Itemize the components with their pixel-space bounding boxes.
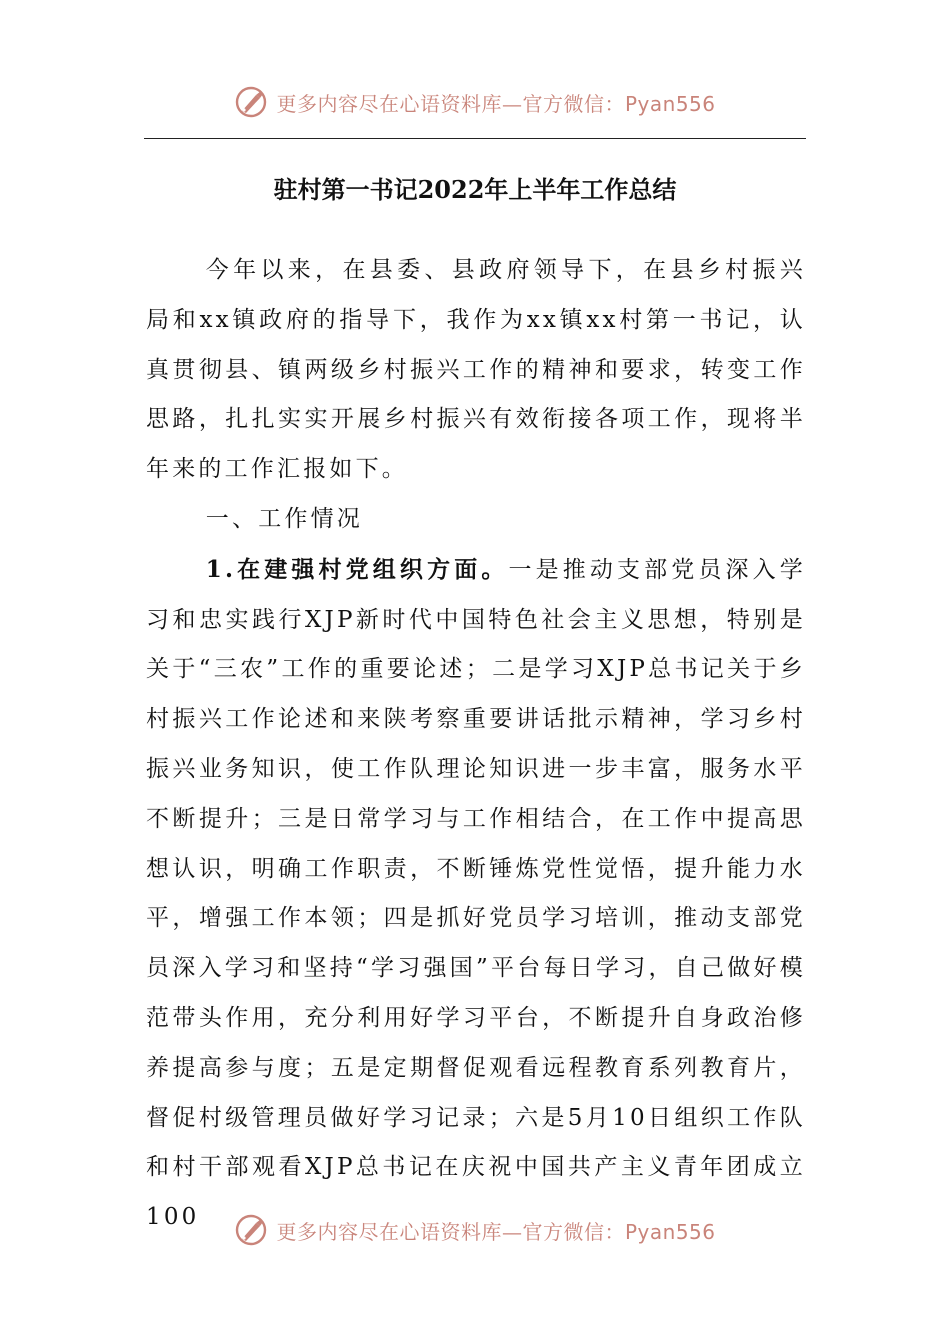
item-body: 一是推动支部党员深入学习和忠实践行XJP新时代中国特色社会主义思想，特别是关于“三农”工作的重要论述；二是学习XJP总书记关于乡村振兴工作论述和来陕考察重要讲话批示精神，学习乡村振兴业务知识，使工作队理论知识进一步丰富，服务水平不断提升；三是日常学习与工作相结合，在工作中提高思想认识，明确工作职责，不断锤炼党性觉悟，提升能力水平，增强工作本领；四是抓好党员学习培训，推动支部党员深入学习和坚持“学习强国”平台每日学习，自己做好模范带头作用，充分利用好学习平台，不断提升自身政治修养提高参与度；五是定期督促观看远程教育系列教育片，督促村级管理员做好学习记录；六是5月10日组织工作队和村干部观看XJP总书记在庆祝中国共产主义青年团成立100 <box>146 556 806 1231</box>
item-paragraph <box>146 545 806 1243</box>
pen-nib-circle-logo <box>234 85 268 119</box>
section-heading: 一、工作情况 <box>205 505 363 532</box>
watermark-text: 更多内容尽在心语资料库—官方微信：Pyan556 <box>276 1219 716 1244</box>
item-lead: 1.在建强村党组织方面。 <box>205 555 509 583</box>
document-body <box>146 246 806 1243</box>
intro-paragraph: 今年以来，在县委、县政府领导下，在县乡村振兴局和xx镇政府的指导下，我作为xx镇xx村第一书记，认真贯彻县、镇两级乡村振兴工作的精神和要求，转变工作思路，扎扎实实开展乡村振兴有效衔接各项工作，现将半年来的工作汇报如下。 <box>146 257 806 483</box>
pen-nib-circle-logo <box>234 1213 268 1247</box>
footer-watermark <box>0 1206 950 1254</box>
watermark-text: 更多内容尽在心语资料库—官方微信：Pyan556 <box>276 91 716 116</box>
document-title: 驻村第一书记2022年上半年工作总结 <box>273 175 677 204</box>
header-divider <box>144 138 806 139</box>
header-watermark <box>0 78 950 126</box>
